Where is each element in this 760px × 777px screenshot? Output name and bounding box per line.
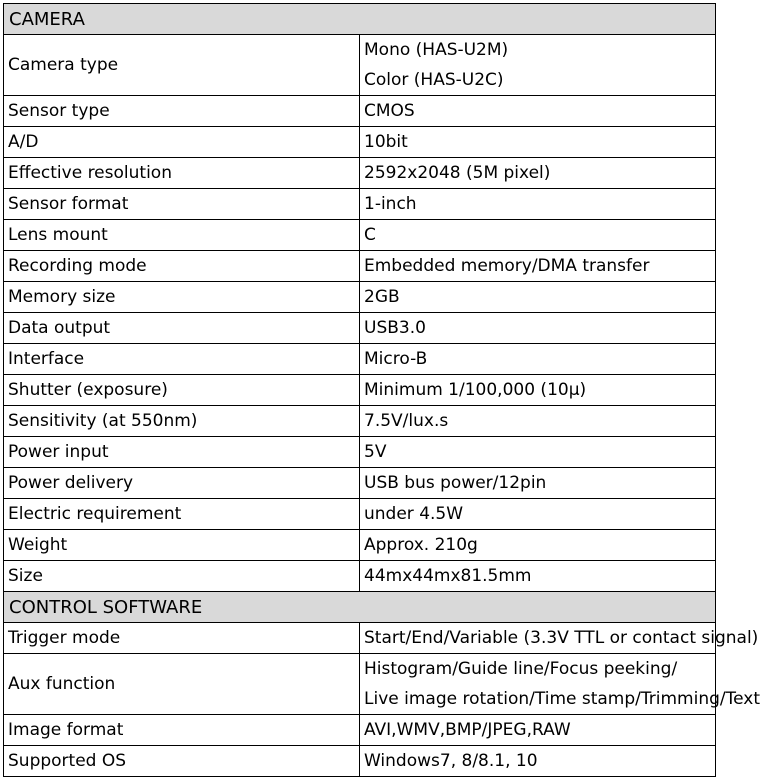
- spec-value: USB3.0: [360, 313, 716, 344]
- spec-label: Power input: [4, 437, 360, 468]
- spec-value: Windows7, 8/8.1, 10: [360, 746, 716, 777]
- spec-label: Shutter (exposure): [4, 375, 360, 406]
- spec-value: [360, 654, 760, 715]
- spec-row-camera-type: [4, 35, 716, 96]
- spec-label: Recording mode: [4, 251, 360, 282]
- spec-row-effective-resolution: [4, 158, 716, 189]
- spec-row-memory-size: [4, 282, 716, 313]
- spec-label: Weight: [4, 530, 360, 561]
- spec-row-aux-function: [4, 654, 716, 715]
- camera-section-header: CAMERA: [4, 4, 716, 35]
- spec-value: Embedded memory/DMA transfer: [360, 251, 716, 282]
- spec-value: USB bus power/12pin: [360, 468, 716, 499]
- spec-row-trigger-mode: [4, 623, 716, 654]
- spec-row-shutter: [4, 375, 716, 406]
- spec-value: 2592x2048 (5M pixel): [360, 158, 716, 189]
- spec-row-interface: [4, 344, 716, 375]
- spec-label: Camera type: [4, 35, 360, 96]
- spec-label: Sensor format: [4, 189, 360, 220]
- spec-row-data-output: [4, 313, 716, 344]
- spec-value: Minimum 1/100,000 (10μ): [360, 375, 716, 406]
- spec-value: 1-inch: [360, 189, 716, 220]
- spec-value: 2GB: [360, 282, 716, 313]
- spec-row-weight: [4, 530, 716, 561]
- spec-value: 5V: [360, 437, 716, 468]
- spec-value: AVI,WMV,BMP/JPEG,RAW: [360, 715, 716, 746]
- spec-row-image-format: [4, 715, 716, 746]
- spec-label: A/D: [4, 127, 360, 158]
- spec-label: Interface: [4, 344, 360, 375]
- spec-value: CMOS: [360, 96, 716, 127]
- spec-label: Lens mount: [4, 220, 360, 251]
- software-section-header: CONTROL SOFTWARE: [4, 592, 716, 623]
- spec-row-lens-mount: [4, 220, 716, 251]
- spec-value-line: Live image rotation/Time stamp/Trimming/Text: [364, 689, 760, 709]
- spec-value: [360, 35, 716, 96]
- spec-row-size: [4, 561, 716, 592]
- spec-value: 44mx44mx81.5mm: [360, 561, 716, 592]
- spec-row-ad: [4, 127, 716, 158]
- section-header-row: [4, 592, 716, 623]
- spec-row-sensor-format: [4, 189, 716, 220]
- spec-label: Sensitivity (at 550nm): [4, 406, 360, 437]
- spec-value: 7.5V/lux.s: [360, 406, 716, 437]
- spec-table: [3, 3, 760, 777]
- spec-row-recording-mode: [4, 251, 716, 282]
- spec-value: under 4.5W: [360, 499, 716, 530]
- spec-label: Trigger mode: [4, 623, 360, 654]
- spec-label: Data output: [4, 313, 360, 344]
- spec-label: Size: [4, 561, 360, 592]
- spec-label: Effective resolution: [4, 158, 360, 189]
- spec-label: Image format: [4, 715, 360, 746]
- spec-value-line: Mono (HAS-U2M): [364, 40, 509, 60]
- section-header-row: [4, 4, 716, 35]
- spec-row-power-input: [4, 437, 716, 468]
- spec-label: Supported OS: [4, 746, 360, 777]
- spec-value: Start/End/Variable (3.3V TTL or contact signal): [360, 623, 716, 654]
- spec-value-line: Color (HAS-U2C): [364, 70, 504, 90]
- spec-value: Approx. 210g: [360, 530, 716, 561]
- spec-row-supported-os: [4, 746, 716, 777]
- spec-row-electric-requirement: [4, 499, 716, 530]
- spec-value: 10bit: [360, 127, 716, 158]
- spec-row-power-delivery: [4, 468, 716, 499]
- spec-value: C: [360, 220, 716, 251]
- spec-value-line: Histogram/Guide line/Focus peeking/: [364, 659, 678, 679]
- spec-label: Sensor type: [4, 96, 360, 127]
- spec-value: Micro-B: [360, 344, 716, 375]
- spec-label: Aux function: [4, 654, 360, 715]
- spec-label: Power delivery: [4, 468, 360, 499]
- spec-label: Electric requirement: [4, 499, 360, 530]
- spec-row-sensitivity: [4, 406, 716, 437]
- spec-row-sensor-type: [4, 96, 716, 127]
- spec-label: Memory size: [4, 282, 360, 313]
